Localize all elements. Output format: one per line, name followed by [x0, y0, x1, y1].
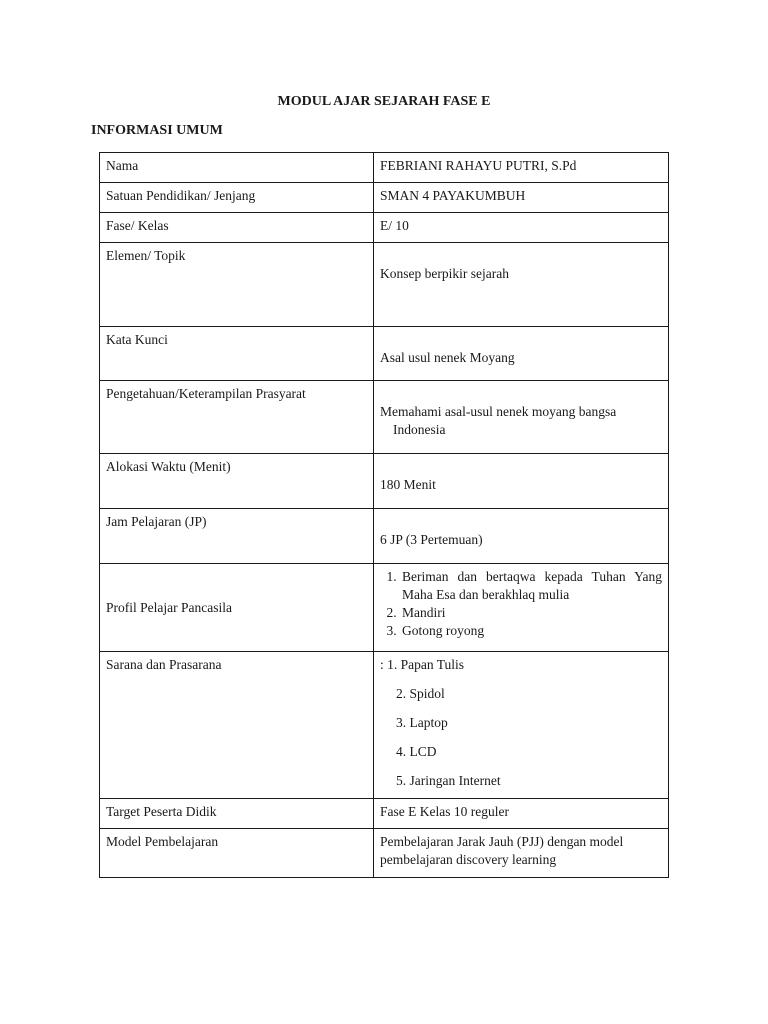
label-cell: Pengetahuan/Keterampilan Prasyarat — [100, 381, 374, 454]
value-line: Memahami asal-usul nenek moyang bangsa — [380, 404, 617, 419]
list-item: 2. Mandiri — [400, 604, 662, 622]
list-item: 4. LCD — [396, 744, 437, 759]
table-row — [100, 509, 669, 564]
value-cell: Konsep berpikir sejarah — [374, 243, 669, 327]
table-row — [100, 564, 669, 652]
table-row — [100, 381, 669, 454]
list-item: 1. Beriman dan bertaqwa kepada Tuhan Yang Maha Esa dan berakhlaq mulia — [400, 568, 662, 604]
value-cell: 180 Menit — [374, 454, 669, 509]
label-cell: Elemen/ Topik — [100, 243, 374, 327]
list-item: : 1. Papan Tulis — [380, 657, 465, 672]
label-cell: Model Pembelajaran — [100, 829, 374, 878]
table-row — [100, 652, 669, 799]
value-cell: 6 JP (3 Pertemuan) — [374, 509, 669, 564]
value-cell: FEBRIANI RAHAYU PUTRI, S.Pd — [374, 153, 669, 183]
table-row — [100, 829, 669, 878]
label-cell: Satuan Pendidikan/ Jenjang — [100, 183, 374, 213]
table-row — [100, 153, 669, 183]
value-cell — [374, 652, 669, 799]
list-item: 3. Laptop — [396, 715, 448, 730]
value-line: Indonesia — [393, 422, 446, 437]
value-cell: E/ 10 — [374, 213, 669, 243]
table-row — [100, 327, 669, 381]
list-item: 5. Jaringan Internet — [396, 773, 501, 788]
list-item: 3. Gotong royong — [400, 622, 662, 640]
table-row — [100, 799, 669, 829]
profil-list — [380, 568, 662, 640]
document-title: MODUL AJAR SEJARAH FASE E — [277, 94, 491, 109]
table-row — [100, 213, 669, 243]
list-item: 2. Spidol — [396, 686, 445, 701]
label-cell: Profil Pelajar Pancasila — [100, 564, 374, 652]
value-cell: Asal usul nenek Moyang — [374, 327, 669, 381]
section-heading: INFORMASI UMUM — [91, 123, 223, 138]
label-cell: Jam Pelajaran (JP) — [100, 509, 374, 564]
table-row — [100, 183, 669, 213]
value-cell: Fase E Kelas 10 reguler — [374, 799, 669, 829]
label-cell: Target Peserta Didik — [100, 799, 374, 829]
label-cell: Sarana dan Prasarana — [100, 652, 374, 799]
value-cell — [374, 381, 669, 454]
value-cell: SMAN 4 PAYAKUMBUH — [374, 183, 669, 213]
label-cell: Fase/ Kelas — [100, 213, 374, 243]
value-cell — [374, 564, 669, 652]
info-table — [99, 152, 669, 878]
label-cell: Nama — [100, 153, 374, 183]
table-row — [100, 454, 669, 509]
table-row — [100, 243, 669, 327]
label-cell: Kata Kunci — [100, 327, 374, 381]
value-cell: Pembelajaran Jarak Jauh (PJJ) dengan model pembelajaran discovery learning — [374, 829, 669, 878]
label-cell: Alokasi Waktu (Menit) — [100, 454, 374, 509]
